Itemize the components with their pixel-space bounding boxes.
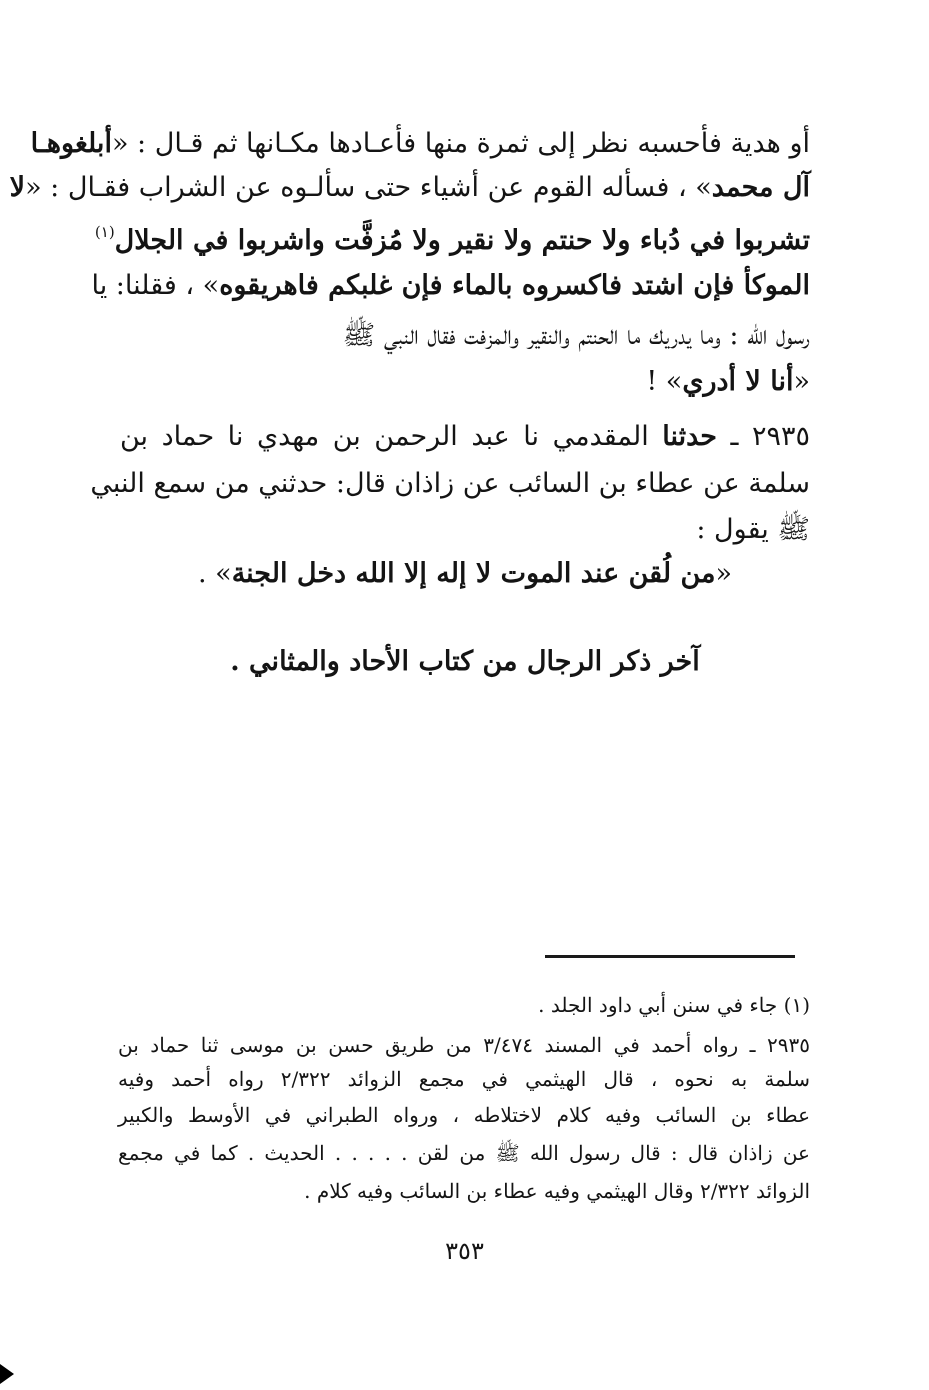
text-run: المقدمي نا عبد الرحمن بن مهدي نا حماد بن — [120, 421, 663, 452]
text-run: « — [715, 558, 732, 589]
text-run: » . — [198, 558, 232, 589]
text-run: » ، فسأله القوم عن أشياء حتى سألـوه عن الشراب فقـال : « — [25, 172, 712, 203]
text-run: سلمة عن عطاء بن السائب عن زاذان قال: حدثني من سمع النبي — [90, 468, 810, 499]
bold-text-run: آخر ذكر الرجال من كتاب الأحاد والمثاني . — [230, 646, 700, 677]
hadith-quote — [120, 552, 820, 596]
text-run: » ! — [646, 366, 683, 397]
text-line — [30, 122, 810, 166]
footnote-line: سلمة به نحوه ، قال الهيثمي في مجمع الزوائد ٢/٣٢٢ رواه أحمد وفيه — [118, 1067, 810, 1091]
text-line — [90, 462, 810, 506]
bold-text-run: آل محمد — [711, 172, 810, 203]
footnote-marker: (١) — [94, 223, 115, 241]
section-end-note — [120, 640, 820, 684]
text-line — [120, 508, 810, 552]
text-line — [120, 360, 810, 404]
footnote-line: عن زاذان قال : قال رسول الله ﷺ من لقن . . . . . الحديث . كما في مجمع — [118, 1141, 810, 1165]
bold-text-run: تشربوا في دُباء ولا حنتم ولا نقير ولا مُزفَّت واشربوا في الجلال — [114, 225, 810, 256]
bold-text-run: حدثنا — [662, 421, 717, 452]
text-run: ٢٩٣٥ ـ — [717, 421, 810, 452]
text-line — [120, 314, 810, 358]
text-line — [94, 210, 810, 263]
page-number: ٣٥٣ — [445, 1237, 484, 1265]
hadith-2935-line — [120, 415, 810, 459]
text-run: أو هدية فأحسبه نظر إلى ثمرة منها فأعـادها مكـانها ثم قـال : « — [111, 128, 810, 159]
footnote-separator — [545, 955, 795, 958]
text-run: « — [793, 366, 810, 397]
bold-text-run: الموكأ فإن اشتد فاكسروه بالماء فإن غلبكم فاهريقوه — [219, 270, 810, 301]
bold-text-run: لا — [9, 172, 26, 203]
page-corner-mark — [0, 1364, 14, 1384]
footnote-line: عطاء بن السائب وفيه كلام لاختلاطه ، ورواه الطبراني في الأوسط والكبير — [118, 1103, 810, 1127]
footnote-line: (١) جاء في سنن أبي داود الجلد . — [538, 993, 810, 1017]
text-run: » ، فقلنا: يا — [91, 270, 220, 301]
bold-text-run: أبلغوهـا — [30, 128, 112, 159]
footnote-line: ٢٩٣٥ ـ رواه أحمد في المسند ٣/٤٧٤ من طريق حسن بن موسى ثنا حماد بن — [118, 1033, 811, 1057]
footnote-line: الزوائد ٢/٣٢٢ وقال الهيثمي وفيه عطاء بن السائب وفيه كلام . — [304, 1179, 810, 1203]
text-run: رسول الله : وما يدريك ما الحنتم والنقير والمزفت فقال النبي ﷺ — [342, 320, 810, 351]
text-line — [91, 264, 810, 308]
bold-text-run: أنا لا أدري — [682, 366, 794, 397]
text-line — [9, 166, 810, 210]
bold-text-run: من لُقن عند الموت لا إله إلا الله دخل الجنة — [231, 558, 716, 589]
text-run: ﷺ يقول : — [696, 514, 810, 545]
